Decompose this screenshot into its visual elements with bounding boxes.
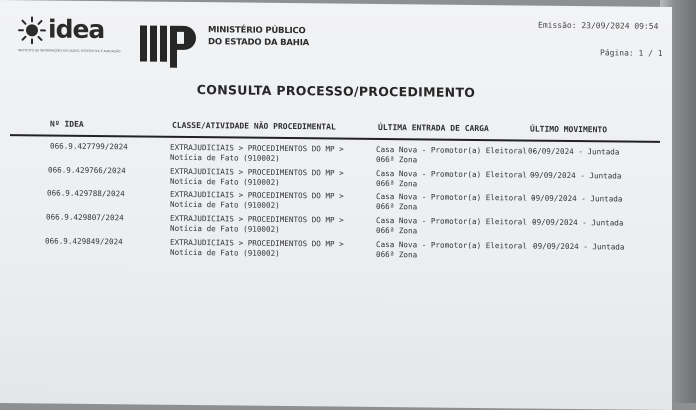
idea-sun-icon <box>18 16 46 44</box>
cell-movimento: 09/09/2024 - Juntada <box>530 171 621 182</box>
page-title: CONSULTA PROCESSO/PROCEDIMENTO <box>0 80 672 102</box>
cell-idea: 066.9.429849/2024 <box>45 236 123 247</box>
cell-classe-line2: Notícia de Fato (910002) <box>170 177 344 189</box>
cell-carga-line2: 066ª Zona <box>376 226 536 238</box>
idea-logo <box>18 14 118 55</box>
col-header-idea: Nº IDEA <box>50 120 84 129</box>
cell-classe-line2: Notícia de Fato (910002) <box>170 200 344 212</box>
cell-movimento: 09/09/2024 - Juntada <box>533 242 624 253</box>
cell-classe-line1: EXTRAJUDICIAIS > PROCEDIMENTOS DO MP > <box>170 238 344 250</box>
cell-carga-line2: 066ª Zona <box>376 179 536 191</box>
cell-classe-line2: Notícia de Fato (910002) <box>170 153 344 165</box>
cell-classe <box>170 214 344 236</box>
cell-classe-line1: EXTRAJUDICIAIS > PROCEDIMENTOS DO MP > <box>170 167 344 179</box>
col-header-classe: CLASSE/ATIVIDADE NÃO PROCEDIMENTAL <box>172 121 336 132</box>
idea-tagline: INSTITUTO DE INFORMAÇÕES DE DADOS, ESTATÍSTICA E AVALIAÇÃO <box>18 48 118 53</box>
cell-carga-line1: Casa Nova - Promotor(a) Eleitoral - <box>376 169 536 181</box>
cell-classe-line1: EXTRAJUDICIAIS > PROCEDIMENTOS DO MP > <box>170 143 344 155</box>
cell-carga <box>376 169 536 191</box>
mp-name <box>208 24 309 49</box>
cell-idea: 066.9.427799/2024 <box>50 142 128 153</box>
cell-classe-line2: Notícia de Fato (910002) <box>170 248 344 260</box>
cell-carga <box>376 145 536 167</box>
mp-name-line1: MINISTÉRIO PÚBLICO <box>208 24 309 37</box>
idea-logo-text: idea <box>48 15 104 45</box>
cell-idea: 066.9.429788/2024 <box>47 188 125 199</box>
cell-classe <box>170 238 344 260</box>
cell-carga <box>376 240 536 262</box>
col-header-movimento: ÚLTIMO MOVIMENTO <box>530 125 607 135</box>
cell-idea: 066.9.429766/2024 <box>48 166 126 177</box>
cell-carga-line1: Casa Nova - Promotor(a) Eleitoral - <box>376 240 536 252</box>
cell-movimento: 09/09/2024 - Juntada <box>532 218 623 229</box>
cell-carga <box>376 192 536 214</box>
cell-classe <box>170 167 344 189</box>
cell-classe-line2: Notícia de Fato (910002) <box>170 224 344 236</box>
cell-carga-line1: Casa Nova - Promotor(a) Eleitoral - <box>376 216 536 228</box>
cell-carga-line1: Casa Nova - Promotor(a) Eleitoral - <box>376 145 536 157</box>
cell-idea: 066.9.429807/2024 <box>46 212 124 223</box>
col-header-carga: ÚLTIMA ENTRADA DE CARGA <box>378 123 489 133</box>
mp-name-line2: DO ESTADO DA BAHIA <box>208 36 309 49</box>
cell-carga-line2: 066ª Zona <box>376 202 536 214</box>
cell-movimento: 09/09/2024 - Juntada <box>531 194 622 205</box>
cell-carga-line2: 066ª Zona <box>376 250 536 262</box>
mp-logo <box>140 19 325 69</box>
cell-classe-line1: EXTRAJUDICIAIS > PROCEDIMENTOS DO MP > <box>170 214 344 226</box>
mp-emblem-icon <box>140 19 202 68</box>
cell-classe-line1: EXTRAJUDICIAIS > PROCEDIMENTOS DO MP > <box>170 190 344 202</box>
cell-classe <box>170 190 344 212</box>
page-number: Página: 1 / 1 <box>600 48 663 58</box>
cell-carga-line1: Casa Nova - Promotor(a) Eleitoral - <box>376 192 536 204</box>
cell-carga <box>376 216 536 238</box>
cell-carga-line2: 066ª Zona <box>376 155 536 167</box>
cell-movimento: 06/09/2024 - Juntada <box>528 147 619 158</box>
cell-classe <box>170 143 344 165</box>
emission-datetime: Emissão: 23/09/2024 09:54 <box>538 21 658 31</box>
